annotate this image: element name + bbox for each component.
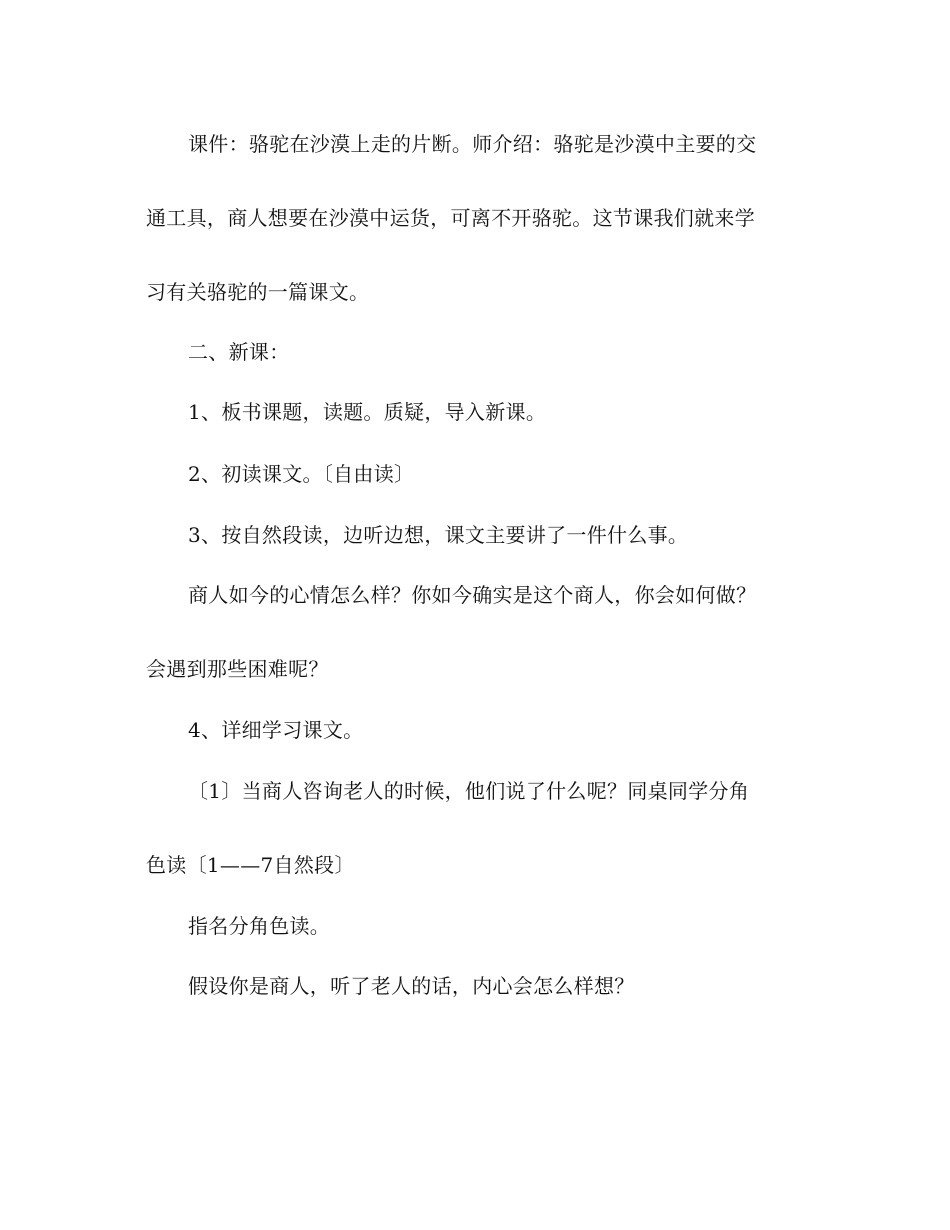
paragraph-line: 3、按自然段读，边听边想，课文主要讲了一件什么事。 [188, 523, 689, 547]
paragraph-line: 假设你是商人，听了老人的话，内心会怎么样想？ [188, 974, 635, 998]
paragraph-line: 1、板书课题，读题。质疑，导入新课。 [188, 400, 547, 424]
paragraph-line: 2、初读课文。〔自由读〕 [188, 462, 415, 486]
paragraph-line: 〔1〕当商人咨询老人的时候，他们说了什么呢？同桌同学分角 [188, 779, 750, 803]
paragraph-line: 课件：骆驼在沙漠上走的片断。师介绍：骆驼是沙漠中主要的交 [188, 132, 757, 156]
paragraph-line: 商人如今的心情怎么样？你如今确实是这个商人，你会如何做？ [188, 583, 757, 607]
paragraph-line: 通工具，商人想要在沙漠中运货，可离不开骆驼。这节课我们就来学 [146, 206, 755, 230]
paragraph-line: 会遇到那些困难呢？ [146, 657, 329, 681]
paragraph-line: 指名分角色读。 [188, 914, 331, 938]
paragraph-line: 习有关骆驼的一篇课文。 [146, 280, 370, 304]
paragraph-line: 4、详细学习课文。 [188, 718, 364, 742]
section-heading: 二、新课： [188, 340, 290, 364]
paragraph-line: 色读〔1——7自然段〕 [146, 853, 355, 877]
